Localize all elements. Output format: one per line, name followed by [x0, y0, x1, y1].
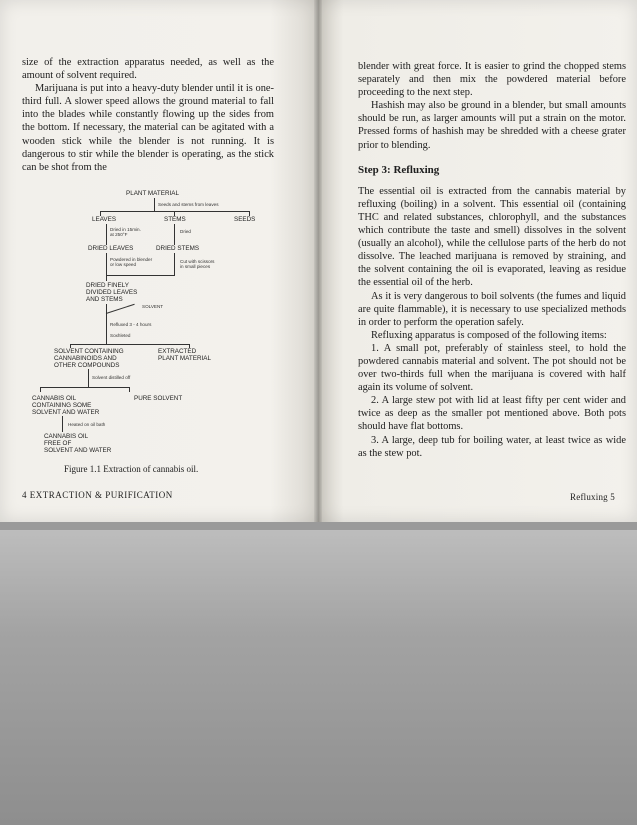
step-cut-scissors: Cut with scissors in small pieces — [180, 259, 215, 270]
list-item-2: 2. A large stew pot with lid at least fifty per cent wider and twice as deep as the smaller pot mentioned above. Both pots should have flat bottoms. — [358, 395, 626, 433]
node-pure-solvent: PURE SOLVENT — [134, 395, 183, 402]
right-paragraph-3: The essential oil is extracted from the cannabis material by refluxing (boiling) in a solvent. This essential oil (containing THC and related substances, chlorophyll, and the substances which contribute the taste and smell) dissolves in the solvent (usually an alcohol), while the cellulose parts of the herb do not dissolve. The leached marijuana is removed by straining, and the solvent containing the oil is evaporated, leaving as residue the essential oil of the herb. — [358, 185, 626, 289]
node-solvent-containing: SOLVENT CONTAINING CANNABINOIDS AND OTHER COMPOUNDS — [54, 348, 124, 369]
figure-caption: Figure 1.1 Extraction of cannabis oil. — [64, 464, 199, 474]
node-dried-stems: DRIED STEMS — [156, 245, 200, 252]
node-extracted-plant: EXTRACTED PLANT MATERIAL — [158, 348, 211, 362]
right-paragraph-5: Refluxing apparatus is composed of the following items: — [371, 329, 607, 341]
step-soxhleted: Soxhleted — [110, 333, 131, 338]
step-dried-oven: Dried in 15min. at 250°F — [110, 227, 141, 238]
node-plant-material: PLANT MATERIAL — [126, 190, 179, 197]
right-paragraph-4: As it is very dangerous to boil solvents (the fumes and liquid are quite flammable), it is necessary to use specialized methods in order to perform the operation safely. — [358, 290, 626, 328]
left-page-text — [22, 56, 274, 174]
right-paragraph-2: Hashish may also be ground in a blender, but small amounts should be run, as larger amounts will put a strain on the motor. Pressed forms of hashish may be shredded with a cheese grater prior to blending. — [358, 100, 626, 151]
node-cannabis-oil-solvent: CANNABIS OIL CONTAINING SOME SOLVENT AND WATER — [32, 395, 100, 416]
node-leaves: LEAVES — [92, 216, 117, 223]
connector — [129, 387, 130, 392]
connector — [106, 224, 107, 245]
input-solvent: SOLVENT — [142, 304, 164, 309]
section-heading: Step 3: Refluxing — [358, 163, 440, 176]
node-cannabis-oil-free: CANNABIS OIL FREE OF SOLVENT AND WATER — [44, 433, 112, 454]
connector — [106, 304, 107, 344]
connector — [100, 211, 250, 212]
extraction-flowchart — [30, 186, 270, 461]
right-page-text — [358, 60, 626, 460]
step-dried: Dried — [180, 229, 191, 234]
connector — [70, 344, 190, 345]
step-powdered: Powdered in blender or low speed — [110, 257, 153, 268]
connector — [88, 369, 89, 387]
book-gutter — [314, 0, 322, 522]
node-seeds: SEEDS — [234, 216, 256, 223]
left-paragraph-2: Marijuana is put into a heavy-duty blender until it is one-third full. A slower speed allows the ground material to fall into the blades while constantly flowing up the sides from the bottom. If necessary, the material can be agitated with a wooden stick while the blender is not running. It is dangerous to stir while the blender is operating, as the stick can be shot from the — [22, 83, 274, 173]
right-page-footer: Refluxing 5 — [570, 492, 615, 502]
connector — [106, 253, 107, 281]
right-page — [318, 0, 637, 522]
step-seeds-stems: Seeds and stems from leaves — [158, 202, 219, 207]
left-page — [0, 0, 318, 522]
left-paragraph-1: size of the extraction apparatus needed, as well as the amount of solvent required. — [22, 57, 274, 82]
scanner-background — [0, 530, 637, 825]
connector — [62, 416, 63, 432]
step-refluxed: Refluxed 3 - 4 hours — [110, 322, 152, 327]
connector — [174, 253, 175, 275]
list-item-1: 1. A small pot, preferably of stainless steel, to hold the powdered cannabis material and solvent. The pot should not be over two-thirds full when the marijuana is covered with half again its volume of solvent. — [358, 342, 626, 394]
right-paragraph-1: blender with great force. It is easier to grind the chopped stems separately and then mix the powdered material before proceeding to the next step. — [358, 61, 626, 99]
connector — [106, 275, 175, 276]
step-heated: Heated on oil bath — [68, 422, 106, 427]
node-dried-finely: DRIED FINELY DIVIDED LEAVES AND STEMS — [86, 282, 138, 303]
node-stems: STEMS — [164, 216, 186, 223]
connector — [174, 224, 175, 245]
list-item-3: 3. A large, deep tub for boiling water, at least twice as wide as the stew pot. — [358, 434, 626, 459]
step-distilled: Solvent distilled off — [92, 375, 131, 380]
node-dried-leaves: DRIED LEAVES — [88, 245, 134, 252]
connector — [154, 198, 155, 212]
connector — [40, 387, 130, 388]
connector — [106, 304, 135, 314]
left-page-footer: 4 EXTRACTION & PURIFICATION — [22, 490, 173, 500]
connector — [40, 387, 41, 392]
